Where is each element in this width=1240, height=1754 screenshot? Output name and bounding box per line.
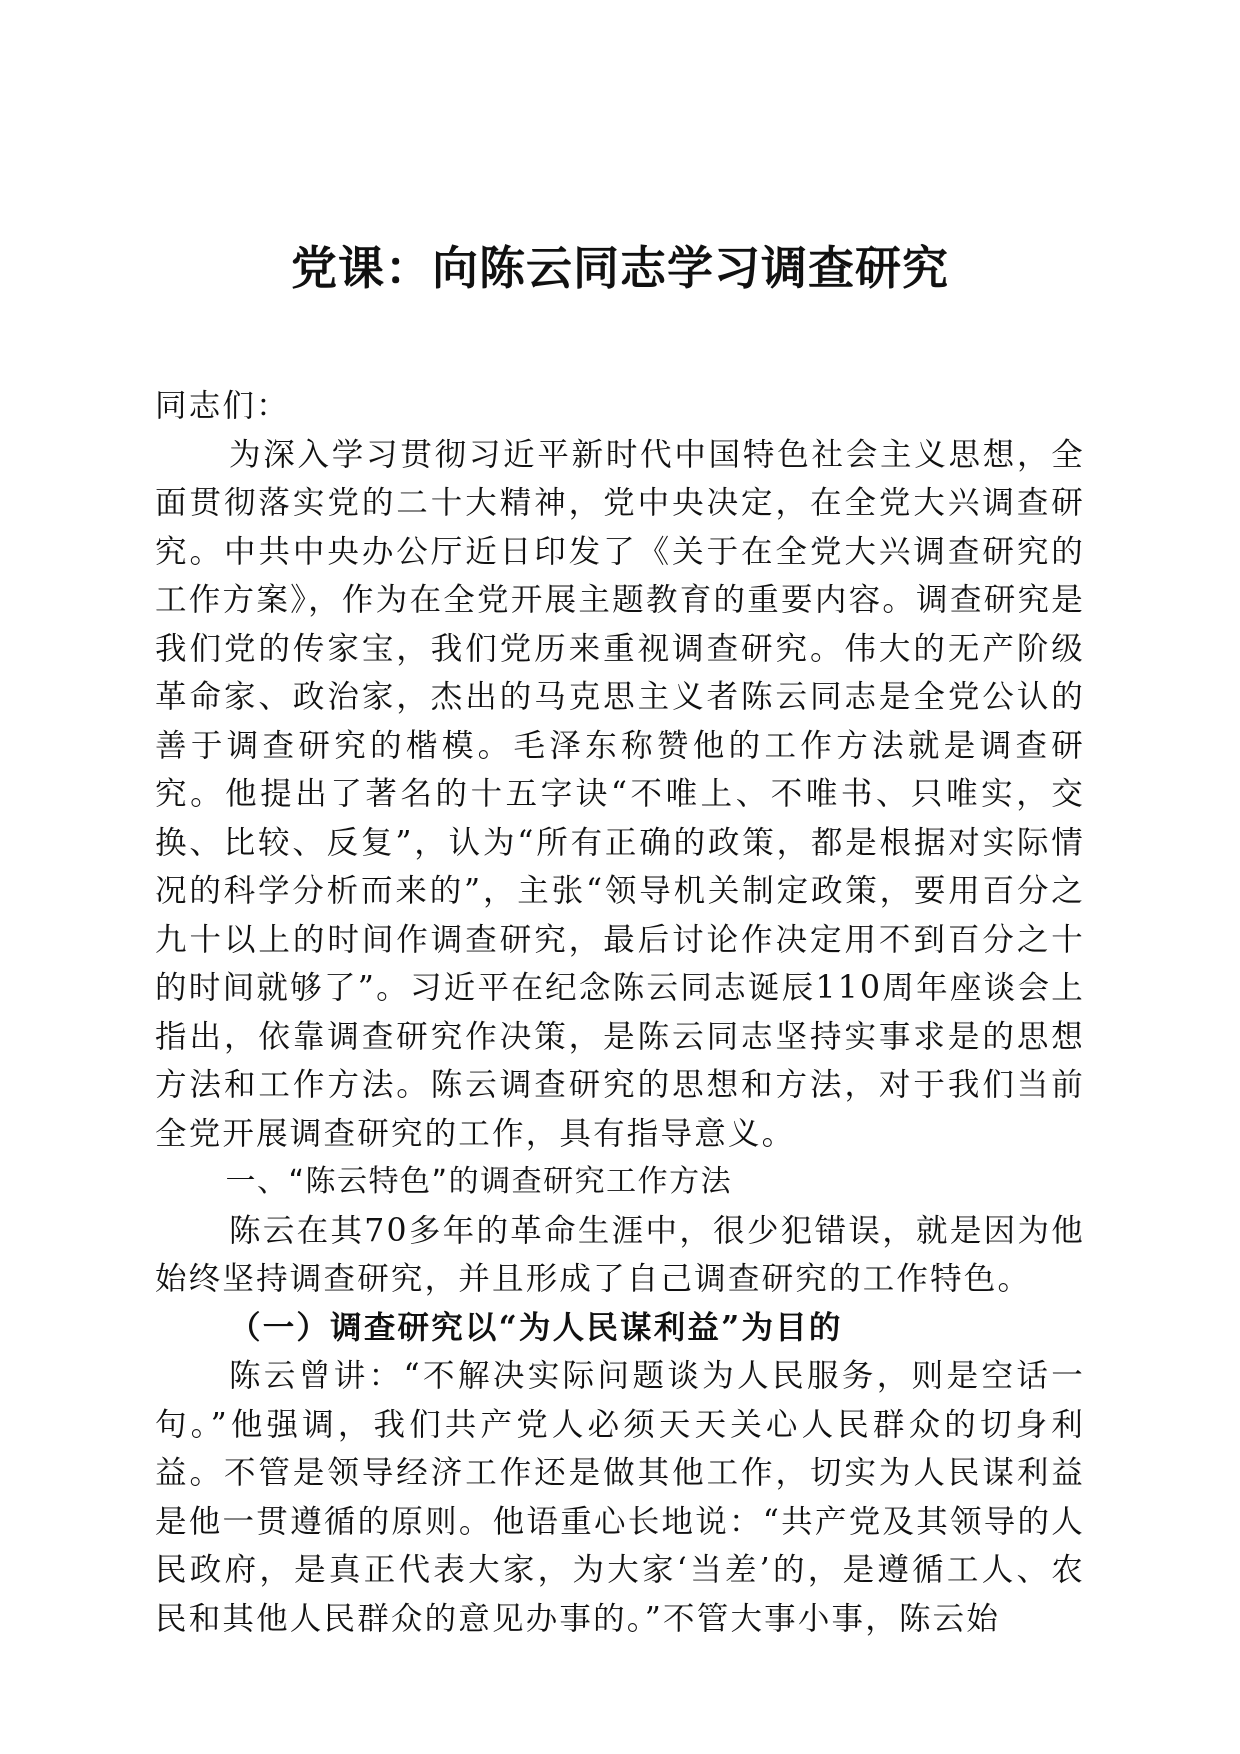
paragraph-intro: 为深入学习贯彻习近平新时代中国特色社会主义思想，全面贯彻落实党的二十大精神，党中央决定，在全党大兴调查研究。中共中央办公厅近日印发了《关于在全党大兴调查研究的工作方案》，作为在全党开展主题教育的重要内容。调查研究是我们党的传家宝，我们党历来重视调查研究。伟大的无产阶级革命家、政治家，杰出的马克思主义者陈云同志是全党公认的善于调查研究的楷模。毛泽东称赞他的工作方法就是调查研究。他提出了著名的十五字诀“不唯上、不唯书、只唯实，交换、比较、反复”，认为“所有正确的政策，都是根据对实际情况的科学分析而来的”，主张“领导机关制定政策，要用百分之九十以上的时间作调查研究，最后讨论作决定用不到百分之十的时间就够了”。习近平在纪念陈云同志诞辰110周年座谈会上指出，依靠调查研究作决策，是陈云同志坚持实事求是的思想方法和工作方法。陈云调查研究的思想和方法，对于我们当前全党开展调查研究的工作，具有指导意义。 — [155, 436, 1085, 1152]
paragraph-section-1: 陈云在其70多年的革命生涯中，很少犯错误，就是因为他始终坚持调查研究，并且形成了自己调查研究的工作特色。 — [155, 1212, 1085, 1297]
document-body — [155, 382, 1085, 1643]
subsection-heading-1: （一）调查研究以“为人民谋利益”为目的 — [229, 1308, 843, 1346]
section-heading-1: 一、“陈云特色”的调查研究工作方法 — [225, 1164, 733, 1199]
page-title: 党课：向陈云同志学习调查研究 — [291, 241, 949, 295]
paragraph-subsection-1: 陈云曾讲：“不解决实际问题谈为人民服务，则是空话一句。”他强调，我们共产党人必须天天关心人民群众的切身利益。不管是领导经济工作还是做其他工作，切实为人民谋利益是他一贯遵循的原则。他语重心长地说：“共产党及其领导的人民政府，是真正代表大家，为大家‘当差’的，是遵循工人、农民和其他人民群众的意见办事的。”不管大事小事，陈云始 — [155, 1358, 1085, 1637]
salutation: 同志们： — [155, 388, 290, 424]
